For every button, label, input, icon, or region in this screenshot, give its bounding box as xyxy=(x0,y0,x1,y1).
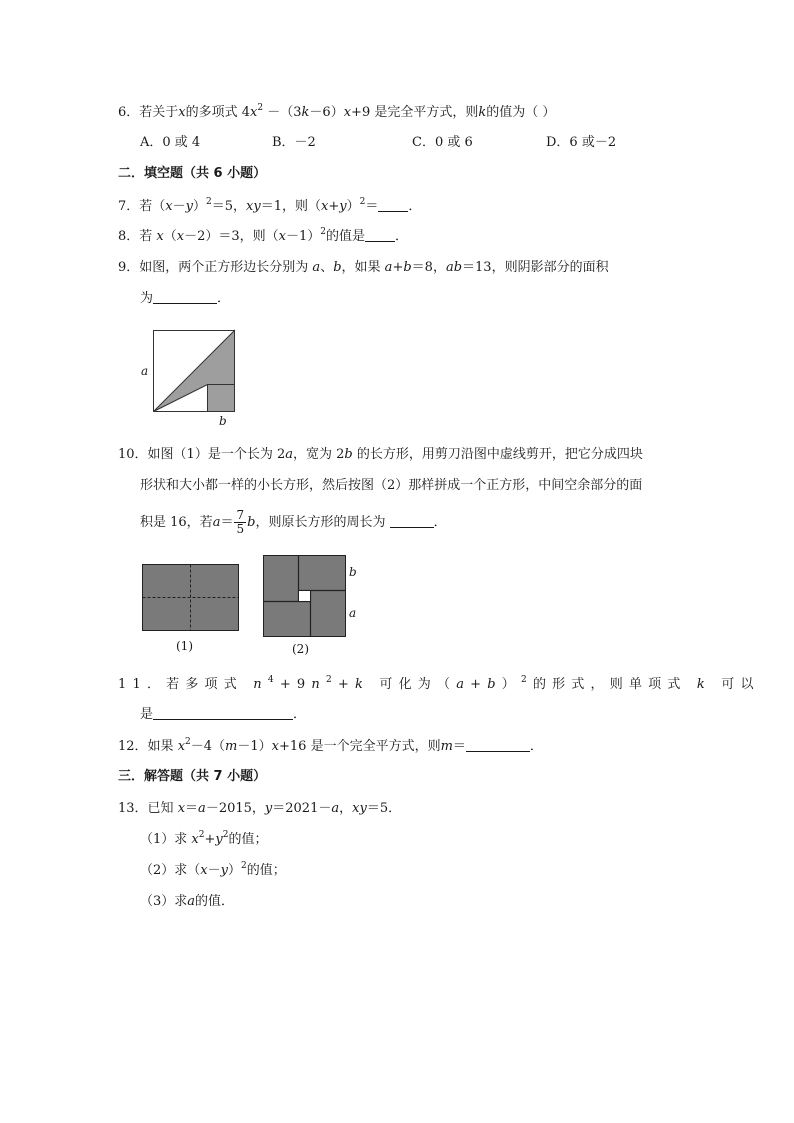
question-11: 11．若多项式 $n^4+9n^2+k$ 可化为$(a+b)^2$的形式，则单项式 k 可以 xyxy=(118,675,760,692)
question-9-cont: 为 ． xyxy=(140,291,231,306)
section-2-heading: 二．填空题（共 6 小题） xyxy=(118,166,267,181)
question-10-figures xyxy=(138,555,368,660)
question-8: 8．若 x（x－2）＝3，则$(x-1)^2$的值是 ． xyxy=(118,227,409,244)
option-c: C．0 或 6 xyxy=(412,135,473,150)
figure-1-label: (1) xyxy=(176,639,193,653)
fraction: $\frac{7}{5}$ xyxy=(236,508,245,536)
answer-blank[interactable] xyxy=(153,290,217,304)
question-10-line-2: 形状和大小都一样的小长方形，然后按图（2）那样拼成一个正方形，中间空余部分的面 xyxy=(140,478,643,493)
label-a: a xyxy=(141,364,149,378)
answer-blank[interactable] xyxy=(390,514,434,528)
label-b: b xyxy=(349,565,357,579)
question-10-line-3: 积是 16，若a＝ $\frac{7}{5}$ b，则原长方形的周长为 ． xyxy=(140,508,447,536)
option-d: D．6 或－2 xyxy=(546,135,617,150)
question-13: 13．已知 x＝a－2015，y＝2021－a，xy＝5． xyxy=(118,801,402,816)
question-12: 12．如果 $x^2-4(m-1)x+16$ 是一个完全平方式，则m＝ ． xyxy=(118,737,543,754)
answer-blank[interactable] xyxy=(466,738,530,752)
question-13-part-1: （1）求 $x^2+y^2$的值； xyxy=(140,830,268,847)
label-a: a xyxy=(349,606,357,620)
question-10: 10．如图（1）是一个长为 2a，宽为 2b 的长方形，用剪刀沿图中虚线剪开，把它分成四块 xyxy=(118,447,643,462)
answer-blank[interactable] xyxy=(153,706,293,720)
question-9-figure xyxy=(136,324,246,430)
question-6-options xyxy=(0,134,794,152)
question-7: 7．若$(x-y)^2=5$，xy＝1，则$(x+y)^2=$ ． xyxy=(118,197,422,214)
small-square xyxy=(208,385,235,412)
figure-2-label: (2) xyxy=(292,642,309,656)
question-11-cont: 是 ． xyxy=(140,707,307,722)
question-9: 9．如图，两个正方形边长分别为 a、b，如果 a+b＝8，ab＝13，则阴影部分的面积 xyxy=(118,260,609,275)
center-hole xyxy=(299,591,311,602)
question-13-part-3: （3）求a的值． xyxy=(140,894,235,909)
answer-blank[interactable] xyxy=(365,228,395,242)
question-6: 6．若关于x的多项式 $4x^2 -(3k-6)x+9$ 是完全平方式，则k的值为（ ） xyxy=(118,103,556,120)
option-a: A．0 或 4 xyxy=(140,135,201,150)
option-b: B．－2 xyxy=(272,135,316,150)
section-3-heading: 三．解答题（共 7 小题） xyxy=(118,769,267,784)
question-13-part-2: （2）求$(x-y)^2$的值； xyxy=(140,861,286,878)
label-b: b xyxy=(219,414,227,428)
answer-blank[interactable] xyxy=(378,198,408,212)
